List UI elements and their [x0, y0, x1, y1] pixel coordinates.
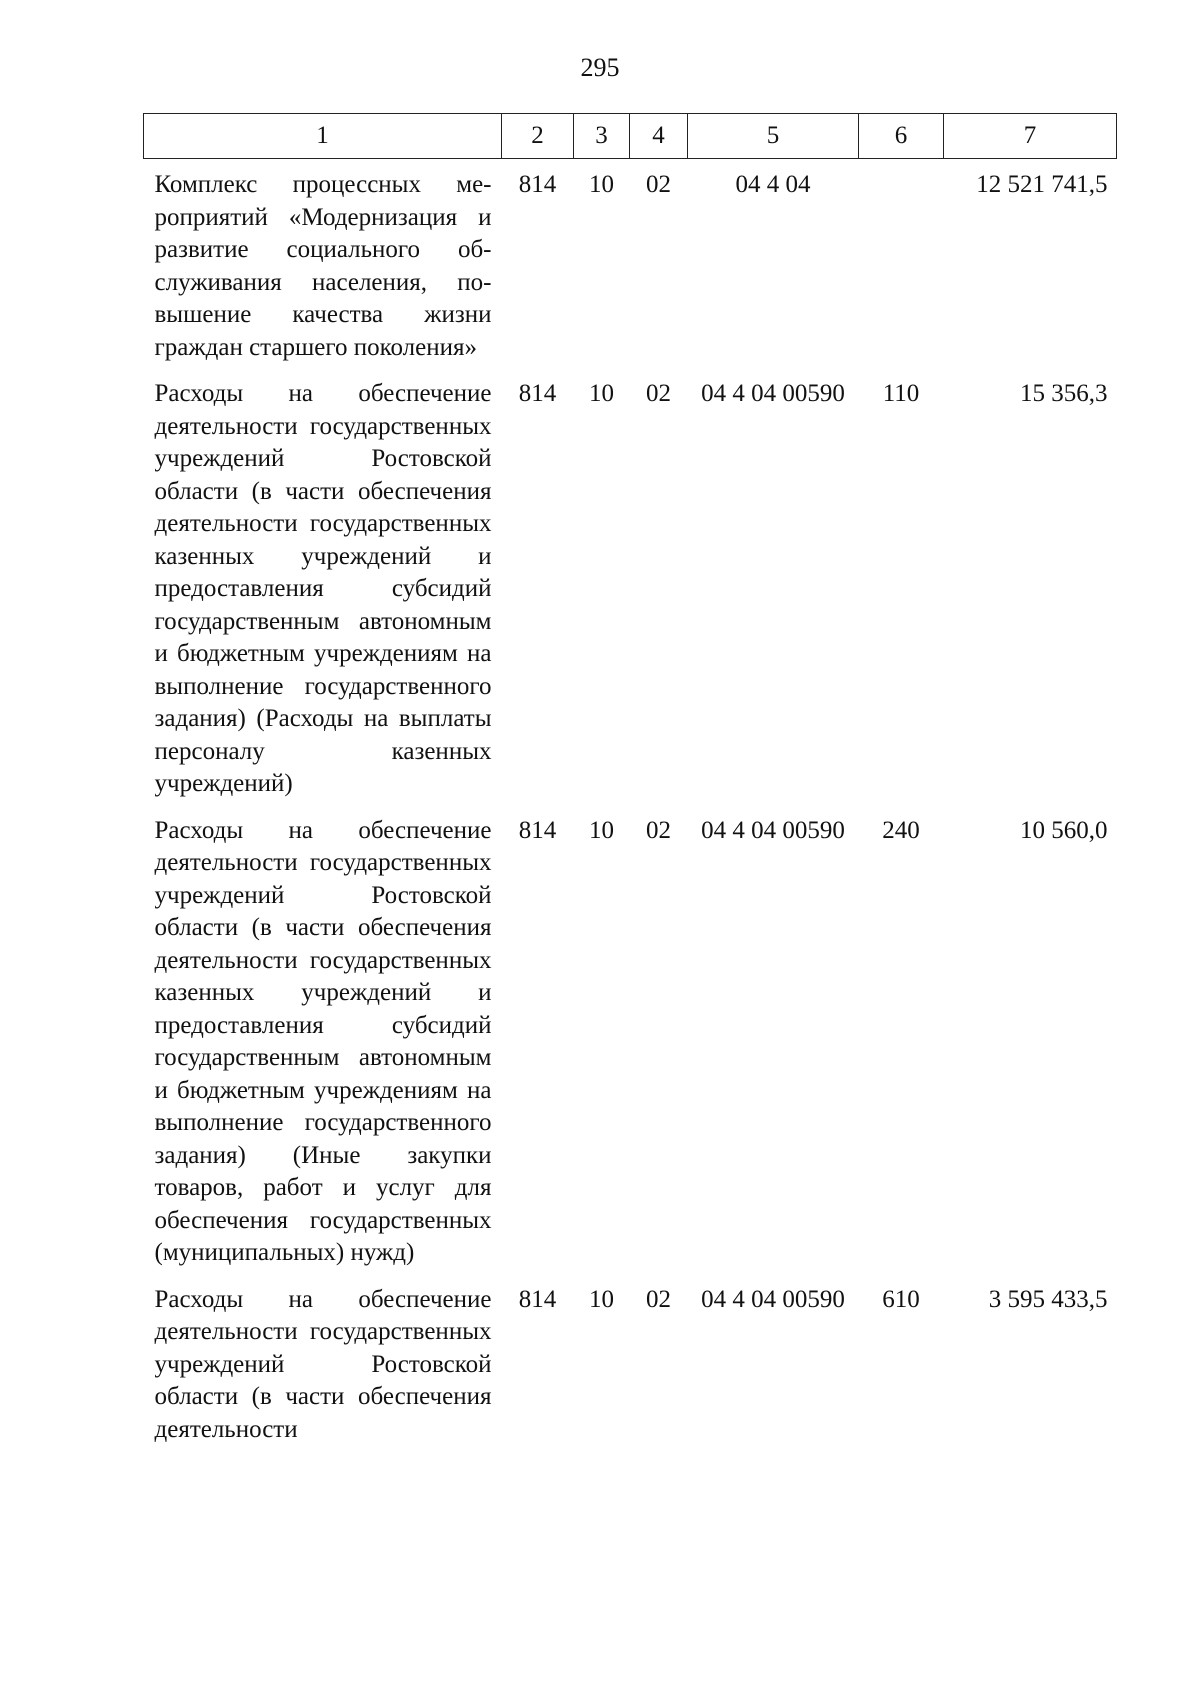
ministry-code-cell: 814 — [518, 1285, 557, 1313]
table-row — [144, 159, 1117, 365]
page-number: 295 — [580, 53, 620, 82]
column-header-3: 3 — [574, 114, 630, 159]
expense-type-cell: 110 — [882, 380, 920, 407]
target-article-cell: 04 4 04 — [735, 171, 811, 198]
section-code-cell: 10 — [589, 816, 614, 844]
expense-name-cell: Расходы на обеспечение деятельности государственных учреждений Ростовской области (в части обеспечения деятельности государственных казенных учреждений и предоставления субсидий государственным автономным и бюджетным учреждениям на выполнение государственного задания) (Расходы на выплаты персоналу казенных учреждений) — [154, 380, 492, 797]
subsection-code-cell: 02 — [646, 171, 671, 198]
expense-name-cell: Расходы на обеспечение деятельности государственных учреждений Ростовской области (в части обеспечения деятельности государственных казенных учреждений и предоставления субсидий государственным автономным и бюджетным учреждениям на выполнение государственного задания) (Иные закупки товаров, работ и услуг для обеспечения государственных (муниципальных) нужд) — [154, 816, 492, 1266]
column-header-7: 7 — [944, 114, 1117, 159]
subsection-code-cell: 02 — [646, 1285, 671, 1313]
expense-name-cell: Комплекс процессных мероприятий «Модернизация и развитие социального обслуживания населения, повышение качества жизни граждан старшего поколения» — [154, 171, 492, 361]
subsection-code-cell: 02 — [646, 380, 671, 407]
section-code-cell: 10 — [589, 380, 614, 407]
section-code-cell: 10 — [589, 171, 614, 198]
table-row — [144, 801, 1117, 1270]
column-header-6: 6 — [859, 114, 944, 159]
column-header-5: 5 — [688, 114, 859, 159]
subsection-code-cell: 02 — [646, 816, 671, 844]
table-row — [144, 1270, 1117, 1447]
column-header-1: 1 — [144, 114, 502, 159]
table-row — [144, 364, 1117, 801]
target-article-cell: 04 4 04 00590 — [701, 380, 845, 407]
target-article-cell: 04 4 04 00590 — [701, 816, 845, 844]
ministry-code-cell: 814 — [518, 380, 557, 407]
target-article-cell: 04 4 04 00590 — [701, 1285, 845, 1313]
amount-cell: 12 521 741,5 — [976, 171, 1108, 198]
column-header-2: 2 — [502, 114, 574, 159]
table-header-row — [144, 114, 1117, 159]
amount-cell: 10 560,0 — [1020, 816, 1108, 844]
expense-type-cell: 240 — [882, 816, 920, 844]
column-header-4: 4 — [630, 114, 688, 159]
expense-type-cell: 610 — [882, 1285, 920, 1313]
amount-cell: 15 356,3 — [1020, 380, 1108, 407]
budget-table — [143, 113, 1117, 1446]
amount-cell: 3 595 433,5 — [988, 1285, 1108, 1313]
section-code-cell: 10 — [589, 1285, 614, 1313]
ministry-code-cell: 814 — [518, 816, 557, 844]
expense-type-cell — [859, 159, 944, 365]
ministry-code-cell: 814 — [518, 171, 557, 198]
expense-name-cell: Расходы на обеспечение деятельности государственных учреждений Ростовской области (в части обеспечения деятельности — [154, 1285, 492, 1443]
